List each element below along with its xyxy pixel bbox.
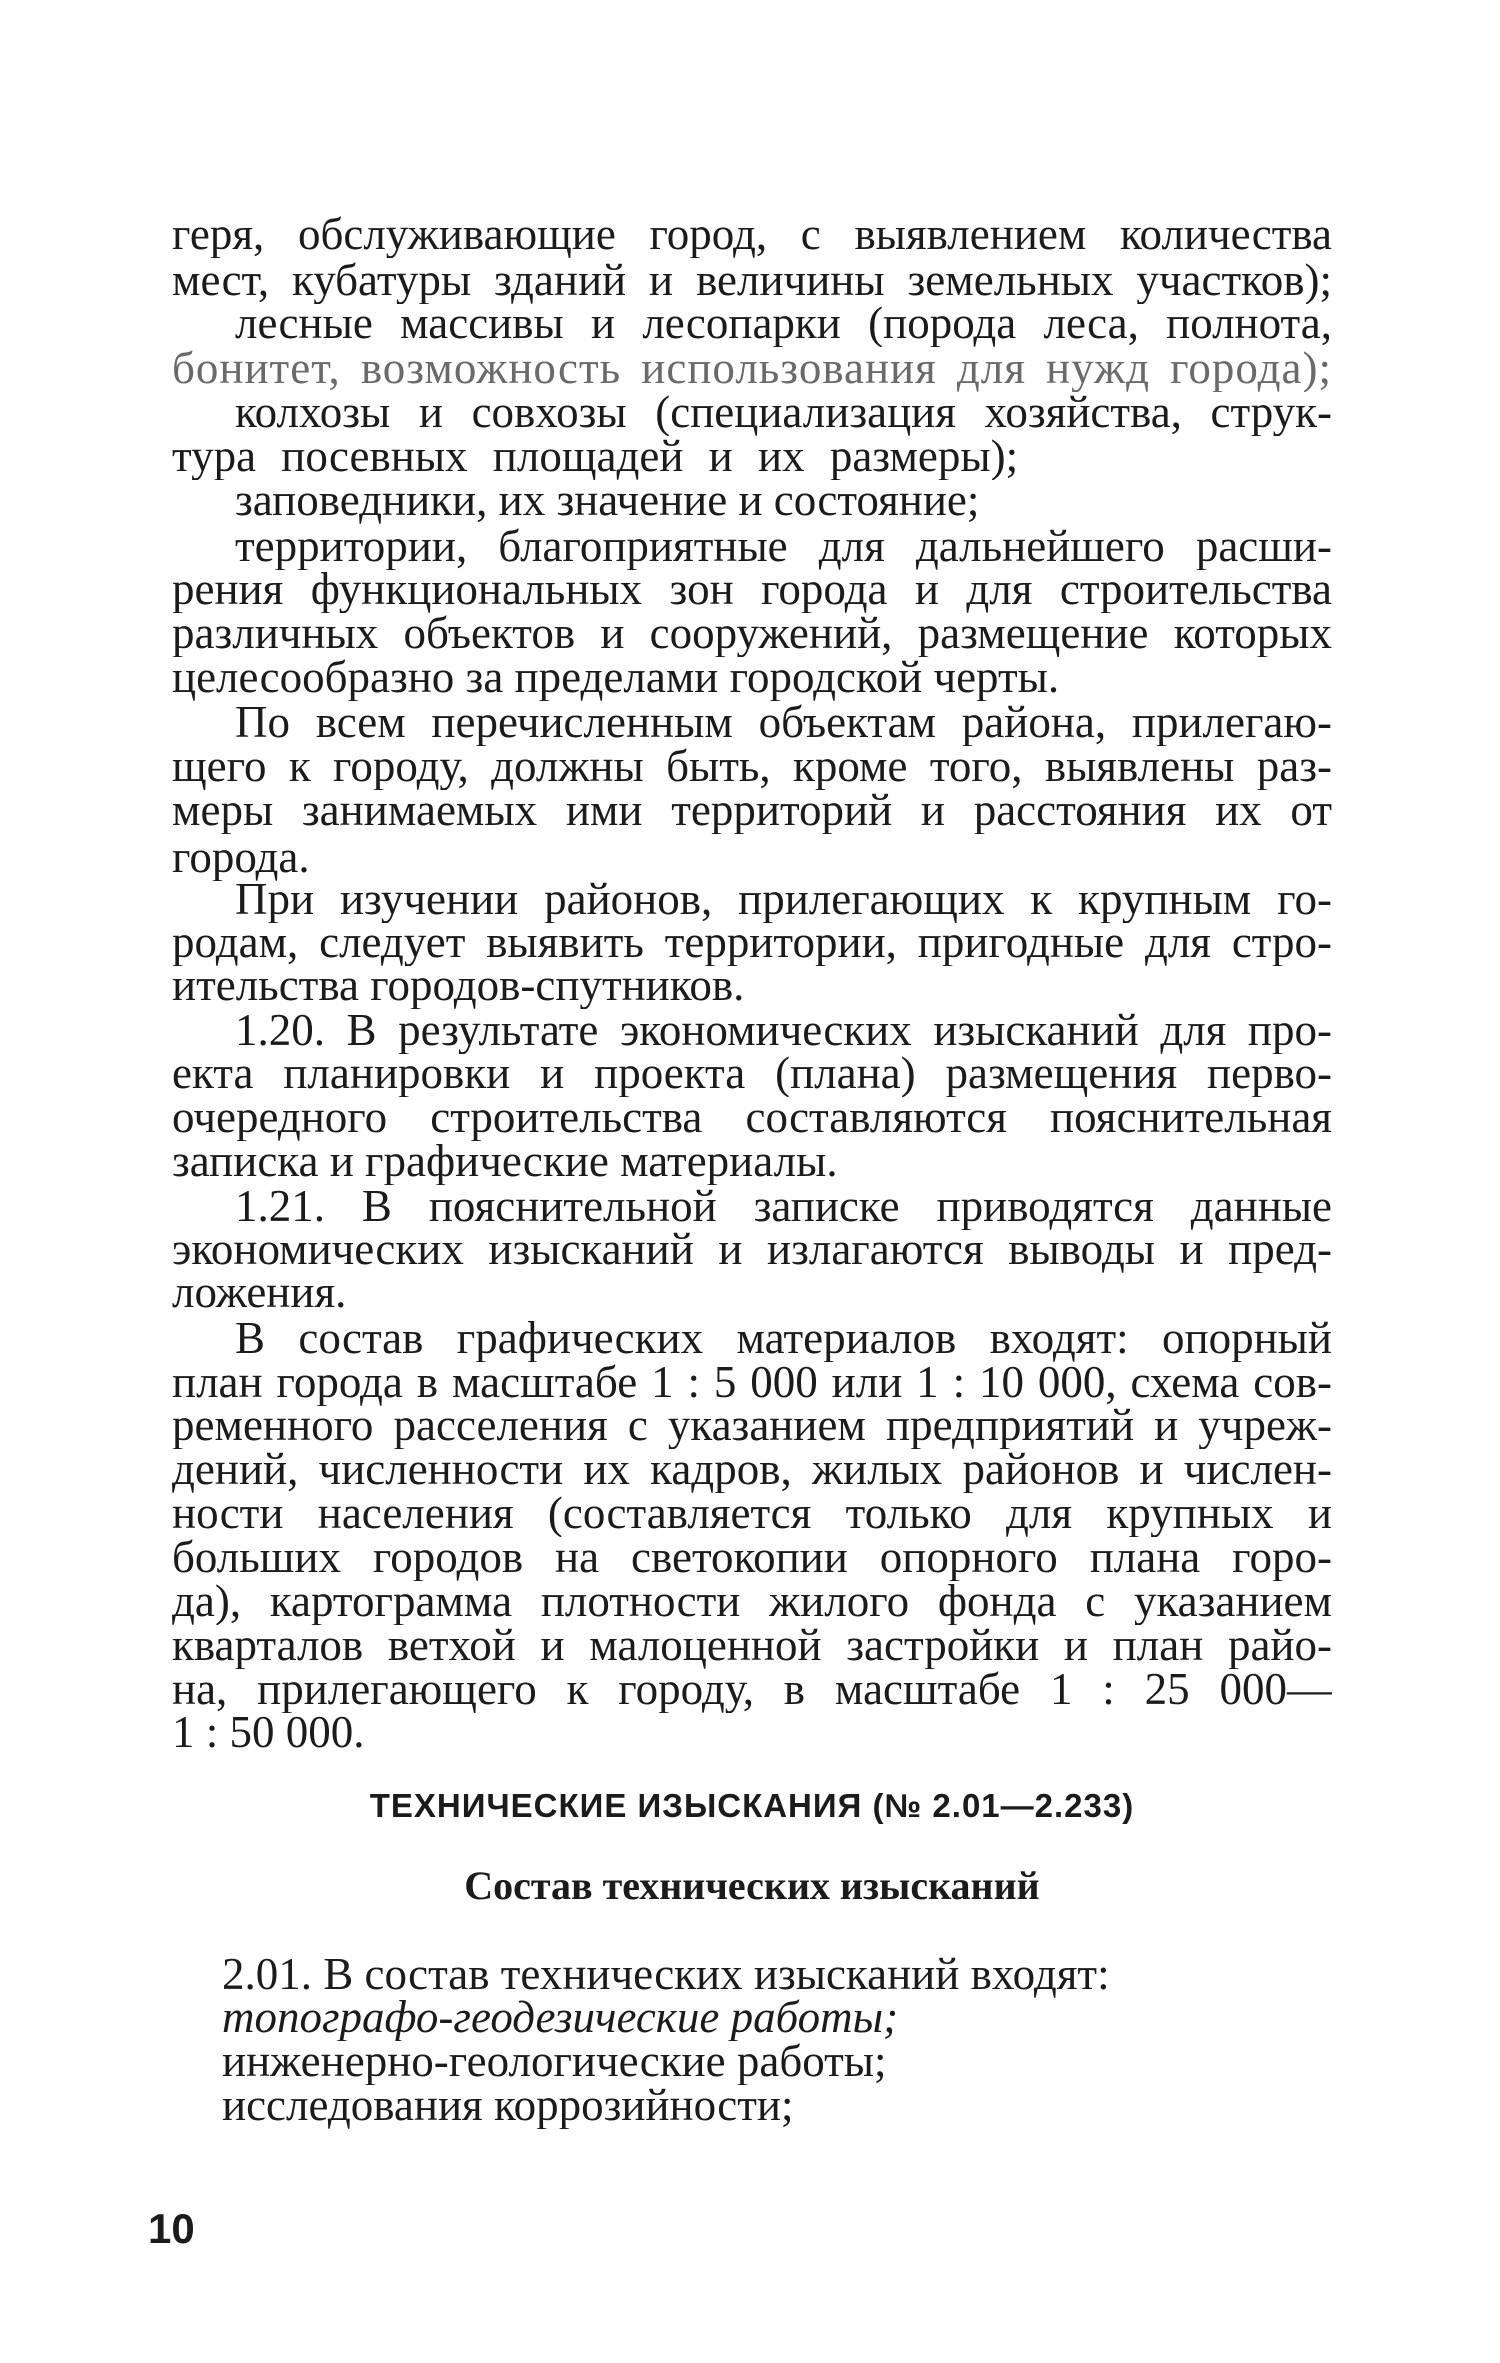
text-line: экономических изысканий и излагаются выводы и пред- — [172, 1226, 1332, 1273]
text-line: различных объектов и сооружений, размещение которых — [172, 610, 1332, 657]
text-line: 1 : 50 000. — [172, 1709, 365, 1756]
page-number: 10 — [148, 2205, 195, 2252]
text-line: на, прилегающего к городу, в масштабе 1 : 25 000— — [172, 1666, 1332, 1713]
text-line: колхозы и совхозы (специализация хозяйства, струк- — [235, 389, 1332, 436]
text-line: мест, кубатуры зданий и величины земельных участков); — [172, 257, 1332, 304]
text-line: топографо-геодезические работы; — [222, 1994, 899, 2041]
text-line: города. — [172, 834, 310, 881]
text-line: 2.01. В состав технических изысканий входят: — [222, 1951, 1110, 1998]
text-line: 1.20. В результате экономических изысканий для про- — [235, 1007, 1332, 1054]
text-line: щего к городу, должны быть, кроме того, выявлены раз- — [172, 743, 1332, 790]
text-line: заповедники, их значение и состояние; — [235, 477, 980, 524]
text-line: больших городов на светокопии опорного плана горо- — [172, 1534, 1332, 1581]
text-line: кварталов ветхой и малоценной застройки и план райо- — [172, 1622, 1332, 1669]
text-line: тура посевных площадей и их размеры); — [172, 433, 1019, 480]
section-heading: ТЕХНИЧЕСКИЕ ИЗЫСКАНИЯ (№ 2.01—2.233) — [369, 1787, 1135, 1824]
text-line: екта планировки и проекта (плана) размещения перво- — [172, 1050, 1332, 1097]
text-line: очередного строительства составляются пояснительная — [172, 1094, 1332, 1141]
text-line: рения функциональных зон города и для строительства — [172, 566, 1332, 613]
text-line: геря, обслуживающие город, с выявлением количества — [172, 211, 1332, 258]
text-line: При изучении районов, прилегающих к крупным го- — [235, 876, 1332, 923]
text-line: исследования коррозийности; — [222, 2082, 794, 2129]
text-line: В состав графических материалов входят: опорный — [235, 1315, 1332, 1362]
text-line: родам, следует выявить территории, пригодные для стро- — [172, 919, 1332, 966]
text-line: По всем перечисленным объектам района, прилегаю- — [235, 699, 1332, 746]
text-line: ительства городов-спутников. — [172, 962, 745, 1009]
text-line: целесообразно за пределами городской черты. — [172, 654, 1060, 701]
text-line: территории, благоприятные для дальнейшего расши- — [235, 523, 1332, 570]
text-line: 1.21. В пояснительной записке приводятся данные — [235, 1183, 1332, 1230]
section-subheading: Состав технических изысканий — [464, 1863, 1040, 1908]
text-line: бонитет, возможность использования для нужд города); — [172, 345, 1332, 392]
text-line: инженерно-геологические работы; — [222, 2038, 887, 2085]
text-line: ности населения (составляется только для крупных и — [172, 1490, 1332, 1537]
text-line: записка и графические материалы. — [172, 1138, 838, 1185]
text-line: меры занимаемых ими территорий и расстояния их от — [172, 787, 1332, 834]
text-line: да), картограмма плотности жилого фонда с указанием — [172, 1578, 1332, 1625]
text-line: лесные массивы и лесопарки (порода леса, полнота, — [235, 300, 1332, 347]
text-line: план города в масштабе 1 : 5 000 или 1 : 10 000, схема сов- — [172, 1359, 1332, 1406]
text-line: ложения. — [172, 1269, 347, 1316]
text-line: ременного расселения с указанием предприятий и учреж- — [172, 1402, 1332, 1449]
text-line: дений, численности их кадров, жилых районов и числен- — [172, 1446, 1332, 1493]
